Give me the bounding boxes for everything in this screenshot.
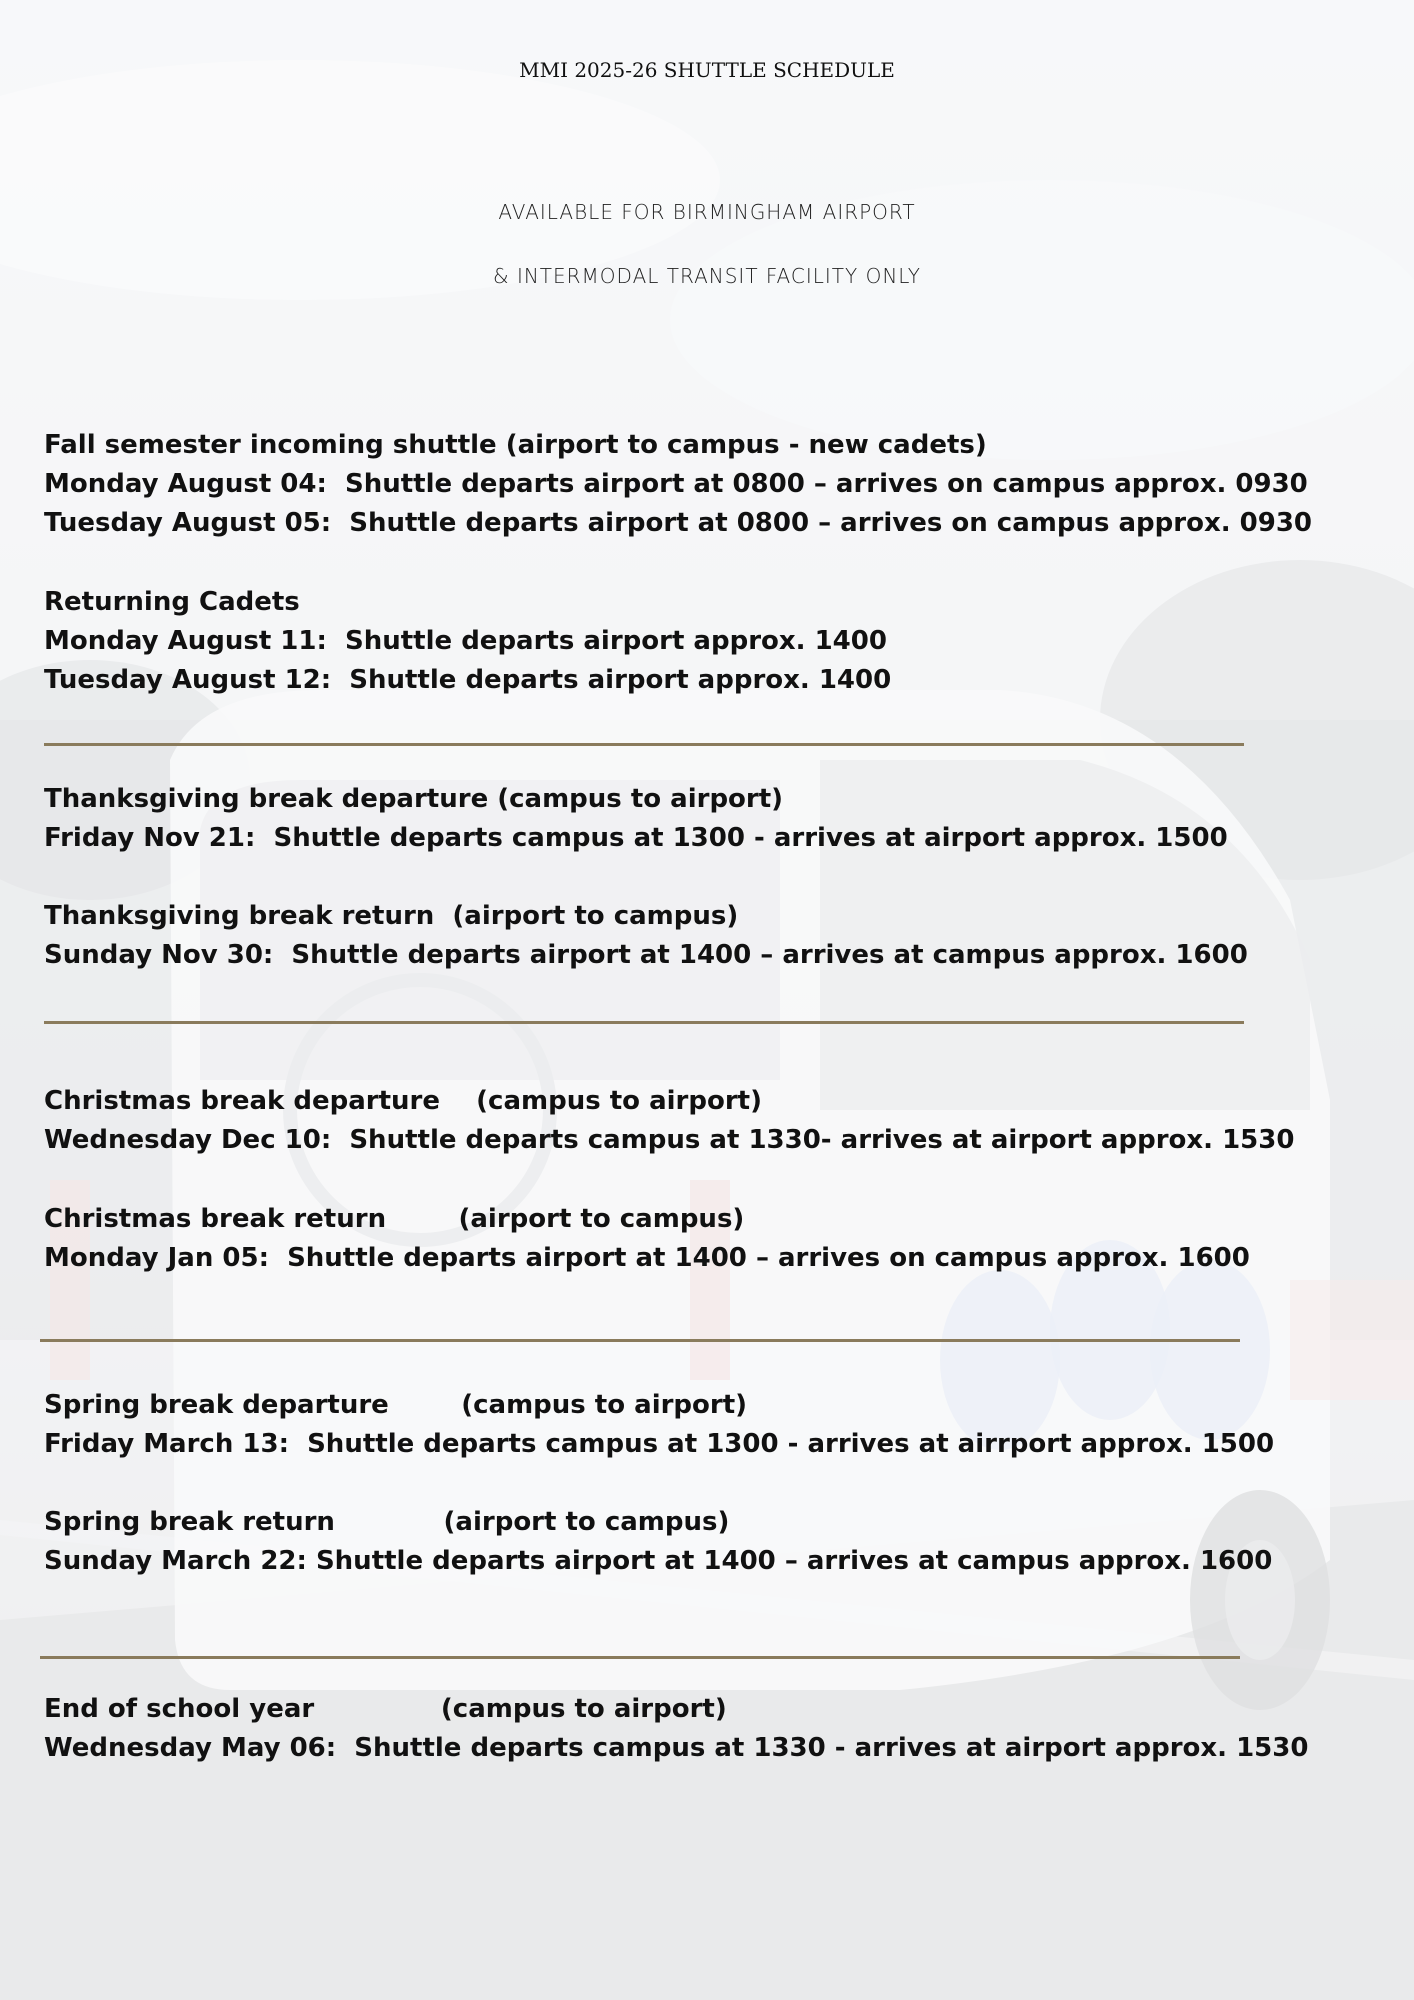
section-heading: Fall semester incoming shuttle (airport to campus - new cadets) <box>44 430 987 460</box>
section-returning-cadets <box>44 583 1384 700</box>
section-heading: Christmas break return (airport to campus) <box>44 1204 745 1234</box>
page-title: MMI 2025-26 SHUTTLE SCHEDULE <box>519 58 895 82</box>
schedule-line: Monday August 04: Shuttle departs airport at 0800 – arrives on campus approx. 0930 <box>44 469 1308 499</box>
section-heading: Christmas break departure (campus to airport) <box>44 1086 762 1116</box>
schedule-line: Wednesday Dec 10: Shuttle departs campus at 1330- arrives at airport approx. 1530 <box>44 1125 1295 1155</box>
schedule-line: Monday Jan 05: Shuttle departs airport at 1400 – arrives on campus approx. 1600 <box>44 1243 1250 1273</box>
page-subtitle <box>0 180 1414 308</box>
section-heading: Spring break departure (campus to airport) <box>44 1390 748 1420</box>
section-thanksgiving-departure <box>44 780 1384 858</box>
section-fall-incoming <box>44 426 1384 543</box>
schedule-line: Wednesday May 06: Shuttle departs campus at 1330 - arrives at airport approx. 1530 <box>44 1733 1309 1763</box>
schedule-line: Tuesday August 12: Shuttle departs airport approx. 1400 <box>44 665 892 695</box>
section-thanksgiving-return <box>44 897 1384 975</box>
section-heading: End of school year (campus to airport) <box>44 1694 727 1724</box>
section-spring-return <box>44 1503 1384 1581</box>
section-heading: Returning Cadets <box>44 587 300 617</box>
section-christmas-return <box>44 1200 1384 1278</box>
section-spring-departure <box>44 1386 1384 1464</box>
section-divider <box>40 1339 1240 1342</box>
section-heading: Spring break return (airport to campus) <box>44 1507 730 1537</box>
section-heading: Thanksgiving break departure (campus to airport) <box>44 784 784 814</box>
schedule-line: Monday August 11: Shuttle departs airport approx. 1400 <box>44 626 887 656</box>
section-divider <box>44 743 1244 746</box>
subtitle-line-1: AVAILABLE FOR BIRMINGHAM AIRPORT <box>498 200 916 224</box>
section-divider <box>44 1021 1244 1024</box>
schedule-line: Friday Nov 21: Shuttle departs campus at 1300 - arrives at airport approx. 1500 <box>44 823 1228 853</box>
schedule-line: Friday March 13: Shuttle departs campus at 1300 - arrives at airrport approx. 1500 <box>44 1429 1275 1459</box>
subtitle-line-2: & INTERMODAL TRANSIT FACILITY ONLY <box>492 264 921 288</box>
section-divider <box>40 1656 1240 1659</box>
section-heading: Thanksgiving break return (airport to campus) <box>44 901 739 931</box>
section-end-of-year <box>44 1690 1384 1768</box>
schedule-line: Tuesday August 05: Shuttle departs airport at 0800 – arrives on campus approx. 0930 <box>44 508 1313 538</box>
schedule-line: Sunday Nov 30: Shuttle departs airport at 1400 – arrives at campus approx. 1600 <box>44 940 1248 970</box>
section-christmas-departure <box>44 1082 1384 1160</box>
schedule-line: Sunday March 22: Shuttle departs airport at 1400 – arrives at campus approx. 1600 <box>44 1546 1273 1576</box>
